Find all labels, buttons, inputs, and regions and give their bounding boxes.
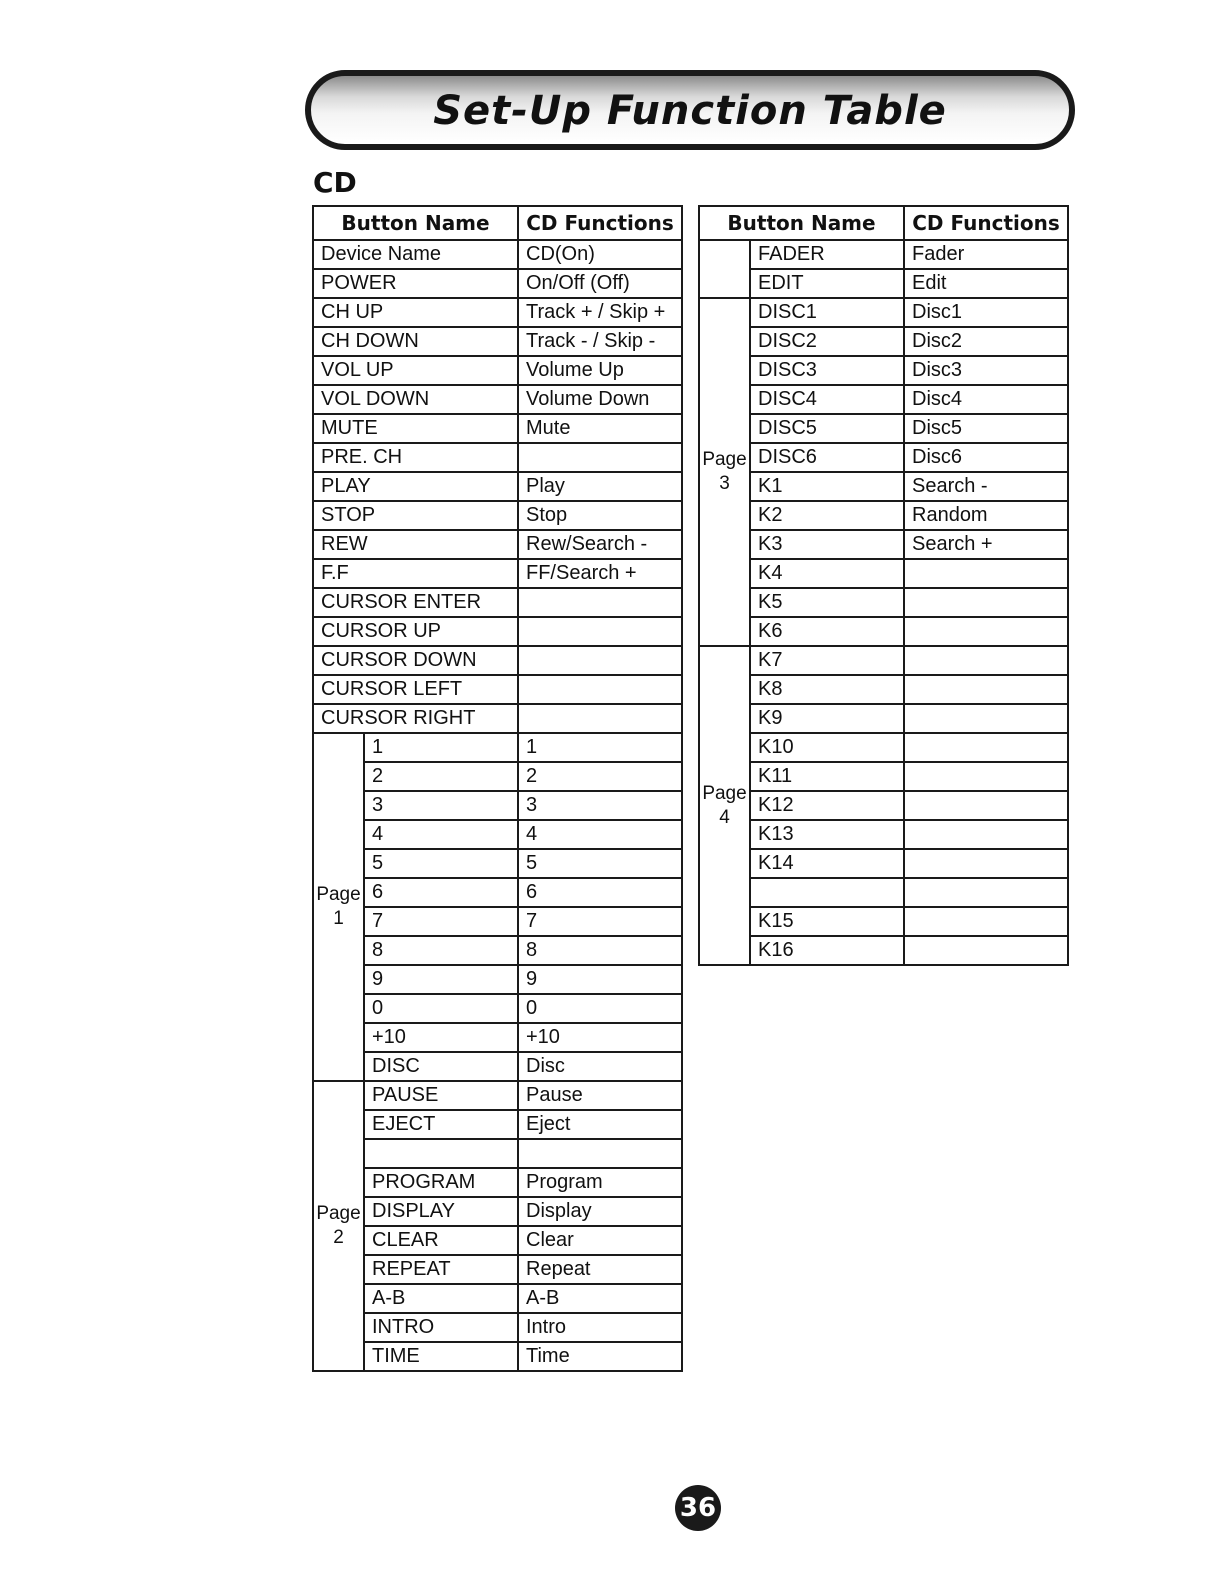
button-name-cell: 7: [364, 907, 518, 936]
button-name-cell: 2: [364, 762, 518, 791]
cd-function-cell: [904, 675, 1068, 704]
button-name-cell: F.F: [313, 559, 518, 588]
button-name-cell: CH DOWN: [313, 327, 518, 356]
page-num: 1: [333, 908, 344, 929]
button-name-cell: 0: [364, 994, 518, 1023]
table-row: [699, 849, 1068, 878]
cd-function-cell: Search +: [904, 530, 1068, 559]
cd-function-cell: 7: [518, 907, 682, 936]
page-word: Page: [316, 884, 361, 905]
button-name-cell: MUTE: [313, 414, 518, 443]
button-name-cell: K13: [750, 820, 904, 849]
table-row: [313, 385, 682, 414]
button-name-cell: +10: [364, 1023, 518, 1052]
cd-function-cell: Eject: [518, 1110, 682, 1139]
cd-function-cell: Program: [518, 1168, 682, 1197]
table-row: [699, 733, 1068, 762]
table-row: [313, 298, 682, 327]
page-word: Page: [702, 449, 747, 470]
cd-function-cell: Time: [518, 1342, 682, 1371]
button-name-cell: [750, 878, 904, 907]
button-name-cell: [364, 1139, 518, 1168]
table-row: [313, 1313, 682, 1342]
cd-function-cell: Volume Down: [518, 385, 682, 414]
table-row: [313, 240, 682, 269]
header-button-name: Button Name: [699, 206, 904, 240]
left-function-table: [312, 205, 683, 1372]
button-name-cell: K11: [750, 762, 904, 791]
table-row: [699, 936, 1068, 965]
table-row: [313, 1226, 682, 1255]
table-row: [699, 907, 1068, 936]
cd-function-cell: 6: [518, 878, 682, 907]
button-name-cell: DISC4: [750, 385, 904, 414]
table-row: [313, 646, 682, 675]
header-row: [313, 206, 682, 240]
table-row: [699, 240, 1068, 269]
cd-function-cell: [904, 791, 1068, 820]
button-name-cell: 6: [364, 878, 518, 907]
button-name-cell: CURSOR RIGHT: [313, 704, 518, 733]
button-name-cell: A-B: [364, 1284, 518, 1313]
table-row: [313, 269, 682, 298]
button-name-cell: K9: [750, 704, 904, 733]
button-name-cell: Device Name: [313, 240, 518, 269]
button-name-cell: EDIT: [750, 269, 904, 298]
button-name-cell: DISC2: [750, 327, 904, 356]
button-name-cell: VOL DOWN: [313, 385, 518, 414]
header-row: [699, 206, 1068, 240]
cd-function-cell: [518, 704, 682, 733]
cd-function-cell: [904, 704, 1068, 733]
cd-function-cell: [904, 907, 1068, 936]
table-row: [699, 617, 1068, 646]
cd-function-cell: [904, 588, 1068, 617]
cd-function-cell: Edit: [904, 269, 1068, 298]
cd-function-cell: [904, 849, 1068, 878]
table-row: [313, 675, 682, 704]
table-row: [313, 443, 682, 472]
table-row: [699, 791, 1068, 820]
button-name-cell: 4: [364, 820, 518, 849]
header-button-name: Button Name: [313, 206, 518, 240]
button-name-cell: POWER: [313, 269, 518, 298]
cd-function-cell: Stop: [518, 501, 682, 530]
page-group-label: [699, 298, 750, 646]
page-group-label: [313, 733, 364, 1081]
cd-function-cell: [904, 820, 1068, 849]
button-name-cell: CLEAR: [364, 1226, 518, 1255]
table-row: [313, 1110, 682, 1139]
button-name-cell: CURSOR DOWN: [313, 646, 518, 675]
table-row: [313, 530, 682, 559]
table-row: [313, 1081, 682, 1110]
cd-function-cell: [518, 675, 682, 704]
button-name-cell: INTRO: [364, 1313, 518, 1342]
cd-function-cell: Track - / Skip -: [518, 327, 682, 356]
table-row: [313, 356, 682, 385]
page-word: Page: [316, 1203, 361, 1224]
cd-function-cell: Disc1: [904, 298, 1068, 327]
table-row: [313, 1342, 682, 1371]
button-name-cell: K8: [750, 675, 904, 704]
cd-function-cell: Display: [518, 1197, 682, 1226]
button-name-cell: K3: [750, 530, 904, 559]
button-name-cell: DISC3: [750, 356, 904, 385]
cd-function-cell: FF/Search +: [518, 559, 682, 588]
button-name-cell: DISPLAY: [364, 1197, 518, 1226]
cd-function-cell: Disc4: [904, 385, 1068, 414]
page-number: 36: [675, 1485, 721, 1531]
cd-function-cell: +10: [518, 1023, 682, 1052]
table-row: [313, 820, 682, 849]
table-row: [313, 1052, 682, 1081]
cd-function-cell: [518, 443, 682, 472]
button-name-cell: PRE. CH: [313, 443, 518, 472]
table-row: [699, 559, 1068, 588]
section-label: CD: [313, 166, 357, 199]
cd-function-cell: Fader: [904, 240, 1068, 269]
table-row: [313, 1284, 682, 1313]
table-row: [699, 588, 1068, 617]
button-name-cell: K10: [750, 733, 904, 762]
button-name-cell: STOP: [313, 501, 518, 530]
table-row: [313, 791, 682, 820]
button-name-cell: DISC1: [750, 298, 904, 327]
button-name-cell: CURSOR ENTER: [313, 588, 518, 617]
button-name-cell: K15: [750, 907, 904, 936]
button-name-cell: K12: [750, 791, 904, 820]
cd-function-cell: [904, 878, 1068, 907]
button-name-cell: FADER: [750, 240, 904, 269]
cd-function-cell: 4: [518, 820, 682, 849]
table-row: [313, 762, 682, 791]
table-row: [313, 588, 682, 617]
table-row: [313, 704, 682, 733]
cd-function-cell: [904, 646, 1068, 675]
cd-function-cell: Rew/Search -: [518, 530, 682, 559]
button-name-cell: K1: [750, 472, 904, 501]
table-row: [699, 646, 1068, 675]
cd-function-cell: 5: [518, 849, 682, 878]
button-name-cell: 5: [364, 849, 518, 878]
header-cd-functions: CD Functions: [518, 206, 682, 240]
page-group-label: [699, 646, 750, 965]
page-group-label: [699, 240, 750, 298]
button-name-cell: REPEAT: [364, 1255, 518, 1284]
button-name-cell: DISC: [364, 1052, 518, 1081]
cd-function-cell: CD(On): [518, 240, 682, 269]
button-name-cell: VOL UP: [313, 356, 518, 385]
button-name-cell: K2: [750, 501, 904, 530]
table-row: [699, 385, 1068, 414]
button-name-cell: 1: [364, 733, 518, 762]
table-row: [313, 1255, 682, 1284]
table-row: [313, 965, 682, 994]
cd-function-cell: On/Off (Off): [518, 269, 682, 298]
button-name-cell: PLAY: [313, 472, 518, 501]
table-row: [699, 762, 1068, 791]
page-num: 2: [333, 1227, 344, 1248]
page-word: Page: [702, 782, 747, 804]
right-function-table: [698, 205, 1069, 966]
button-name-cell: PAUSE: [364, 1081, 518, 1110]
button-name-cell: 8: [364, 936, 518, 965]
table-row: [313, 1168, 682, 1197]
table-row: [699, 414, 1068, 443]
cd-function-cell: [904, 559, 1068, 588]
table-row: [313, 878, 682, 907]
button-name-cell: K4: [750, 559, 904, 588]
page-group-label: [313, 1081, 364, 1371]
cd-function-cell: [518, 646, 682, 675]
cd-function-cell: [904, 762, 1068, 791]
cd-function-cell: Disc5: [904, 414, 1068, 443]
table-row: [699, 443, 1068, 472]
cd-function-cell: 2: [518, 762, 682, 791]
cd-function-cell: [518, 1139, 682, 1168]
cd-function-cell: Play: [518, 472, 682, 501]
table-row: [699, 675, 1068, 704]
cd-function-cell: Disc2: [904, 327, 1068, 356]
button-name-cell: K5: [750, 588, 904, 617]
table-row: [699, 501, 1068, 530]
button-name-cell: DISC5: [750, 414, 904, 443]
cd-function-cell: Mute: [518, 414, 682, 443]
cd-function-cell: Disc: [518, 1052, 682, 1081]
table-row: [313, 936, 682, 965]
page-num: 4: [719, 806, 730, 828]
table-row: [313, 733, 682, 762]
button-name-cell: K16: [750, 936, 904, 965]
button-name-cell: CURSOR LEFT: [313, 675, 518, 704]
button-name-cell: CH UP: [313, 298, 518, 327]
cd-function-cell: 1: [518, 733, 682, 762]
button-name-cell: 3: [364, 791, 518, 820]
table-row: [699, 327, 1068, 356]
table-row: [313, 907, 682, 936]
table-row: [313, 1197, 682, 1226]
cd-function-cell: Disc3: [904, 356, 1068, 385]
button-name-cell: PROGRAM: [364, 1168, 518, 1197]
cd-function-cell: [904, 733, 1068, 762]
table-row: [699, 269, 1068, 298]
page-num: 3: [719, 473, 730, 494]
cd-function-cell: Clear: [518, 1226, 682, 1255]
table-row: [313, 994, 682, 1023]
button-name-cell: K7: [750, 646, 904, 675]
cd-function-cell: 0: [518, 994, 682, 1023]
cd-function-cell: Search -: [904, 472, 1068, 501]
cd-function-cell: Repeat: [518, 1255, 682, 1284]
cd-function-cell: 3: [518, 791, 682, 820]
table-row: [699, 530, 1068, 559]
cd-function-cell: 9: [518, 965, 682, 994]
button-name-cell: EJECT: [364, 1110, 518, 1139]
cd-function-cell: Volume Up: [518, 356, 682, 385]
cd-function-cell: 8: [518, 936, 682, 965]
table-row: [313, 559, 682, 588]
button-name-cell: K14: [750, 849, 904, 878]
cd-function-cell: [518, 617, 682, 646]
table-row: [699, 472, 1068, 501]
cd-function-cell: Random: [904, 501, 1068, 530]
button-name-cell: CURSOR UP: [313, 617, 518, 646]
table-row: [699, 878, 1068, 907]
cd-function-cell: Disc6: [904, 443, 1068, 472]
table-row: [699, 820, 1068, 849]
table-row: [313, 472, 682, 501]
page-title: Set-Up Function Table: [433, 88, 947, 134]
cd-function-cell: Pause: [518, 1081, 682, 1110]
button-name-cell: TIME: [364, 1342, 518, 1371]
table-row: [699, 356, 1068, 385]
cd-function-cell: A-B: [518, 1284, 682, 1313]
cd-function-cell: Intro: [518, 1313, 682, 1342]
cd-function-cell: Track + / Skip +: [518, 298, 682, 327]
table-row: [313, 849, 682, 878]
button-name-cell: DISC6: [750, 443, 904, 472]
button-name-cell: 9: [364, 965, 518, 994]
title-banner: [305, 70, 1075, 150]
table-row: [313, 1023, 682, 1052]
table-row: [699, 298, 1068, 327]
table-row: [313, 617, 682, 646]
cd-function-cell: [904, 617, 1068, 646]
button-name-cell: REW: [313, 530, 518, 559]
table-row: [699, 704, 1068, 733]
table-row: [313, 327, 682, 356]
cd-function-cell: [904, 936, 1068, 965]
header-cd-functions: CD Functions: [904, 206, 1068, 240]
table-row: [313, 1139, 682, 1168]
cd-function-cell: [518, 588, 682, 617]
table-row: [313, 501, 682, 530]
button-name-cell: K6: [750, 617, 904, 646]
table-row: [313, 414, 682, 443]
